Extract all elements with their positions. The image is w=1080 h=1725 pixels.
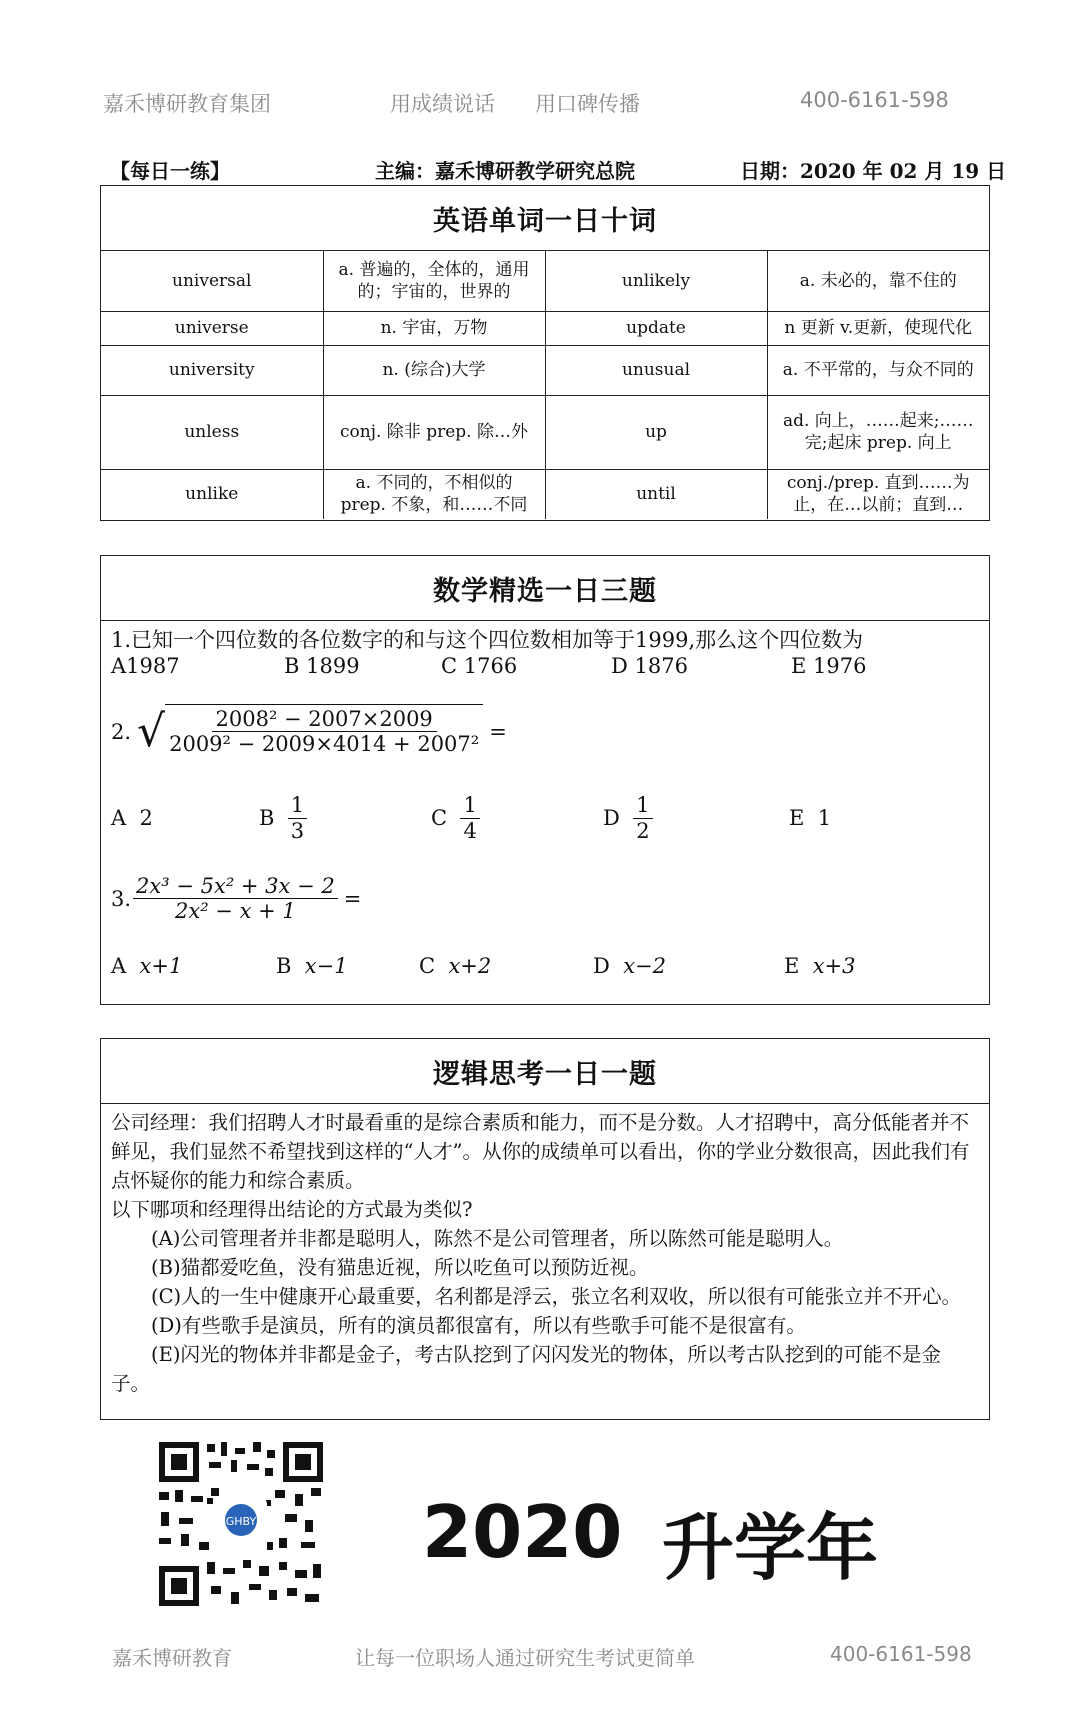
header-phone: 400-6161-598: [800, 88, 949, 112]
math-q2-option-c: [431, 788, 480, 848]
page-footer: [0, 1642, 1080, 1672]
banner-year: 2020: [422, 1490, 623, 1574]
page-header: [0, 88, 1080, 120]
math-q3: [111, 874, 361, 923]
option-letter: B: [259, 806, 275, 830]
math-q1-option: C 1766: [441, 654, 518, 678]
sqrt-icon: √: [137, 706, 166, 757]
vocab-section: [100, 185, 990, 521]
vocab-meaning: n. (综合)大学: [323, 345, 545, 395]
footer-org: 嘉禾博研教育: [112, 1646, 232, 1670]
logic-option: (C)人的一生中健康开心最重要，名利都是浮云，张立名利双收，所以很有可能张立并不开心。: [151, 1285, 962, 1308]
math-q3-option: [276, 954, 348, 978]
math-q3-fraction: [133, 874, 338, 923]
logic-option: (E)闪光的物体并非都是金子，考古队挖到了闪闪发光的物体，所以考古队挖到的可能不是金子。: [111, 1343, 941, 1395]
vocab-meaning: a. 不平常的，与众不同的: [767, 345, 989, 395]
logic-option: (D)有些歌手是演员，所有的演员都很富有，所以有些歌手可能不是很富有。: [151, 1314, 806, 1337]
logic-title: 逻辑思考一日一题: [101, 1039, 989, 1104]
vocab-word: up: [545, 395, 767, 469]
math-q2: [111, 708, 507, 756]
vocab-meaning: conj./prep. 直到……为止，在…以前；直到…: [767, 469, 989, 519]
math-q1-option: A1987: [111, 654, 180, 678]
option-value: 1: [817, 806, 832, 830]
fraction-numerator: 1: [460, 793, 479, 818]
vocab-word: unlike: [101, 469, 323, 519]
info-bar: [100, 155, 1007, 185]
svg-text:GHBY: GHBY: [225, 1515, 257, 1528]
option-letter: E: [784, 954, 800, 978]
math-q2-numerator: 2008² − 2007×2009: [212, 707, 437, 732]
vocab-meaning: a. 未必的，靠不住的: [767, 251, 989, 311]
option-letter: D: [593, 954, 610, 978]
header-slogan-2: 用口碑传播: [535, 92, 640, 116]
vocab-word: universal: [101, 251, 323, 311]
math-q3-option: [419, 954, 491, 978]
option-value: x+3: [812, 954, 856, 978]
math-q3-option: [784, 954, 856, 978]
math-q2-option-a: [111, 788, 153, 848]
math-q1-option: E 1976: [791, 654, 867, 678]
logic-option: (A)公司管理者并非都是聪明人，陈然不是公司管理者，所以陈然可能是聪明人。: [151, 1227, 844, 1250]
fraction-denominator: 3: [290, 818, 305, 843]
vocab-word: unless: [101, 395, 323, 469]
vocab-meaning: ad. 向上，……起来;……完;起床 prep. 向上: [767, 395, 989, 469]
math-q1-text: 1.已知一个四位数的各位数字的和与这个四位数相加等于1999,那么这个四位数为: [111, 628, 864, 652]
math-section: [100, 555, 990, 1005]
option-fraction: [460, 793, 479, 842]
logic-body: [101, 1104, 989, 1404]
fraction-numerator: 1: [633, 793, 652, 818]
logic-stem: 公司经理：我们招聘人才时最看重的是综合素质和能力，而不是分数。人才招聘中，高分低能者并不鲜见，我们显然不希望找到这样的“人才”。从你的成绩单可以看出，你的学业分数很高，因此我们有点怀疑你的能力和综合素质。: [111, 1111, 970, 1192]
math-q2-radicand: [165, 704, 483, 756]
vocab-row: [101, 469, 989, 519]
logic-section: [100, 1038, 990, 1420]
vocab-word: until: [545, 469, 767, 519]
math-q2-equals: =: [489, 720, 507, 744]
vocab-word: university: [101, 345, 323, 395]
vocab-meaning: a. 普遍的，全体的，通用的；宇宙的，世界的: [323, 251, 545, 311]
footer-phone: 400-6161-598: [830, 1642, 972, 1666]
vocab-row: [101, 251, 989, 311]
option-value: x+2: [448, 954, 492, 978]
vocab-meaning: n. 宇宙，万物: [323, 311, 545, 345]
vocab-meaning: n 更新 v.更新，使现代化: [767, 311, 989, 345]
option-value: 2: [139, 806, 153, 830]
math-q2-denominator: 2009² − 2009×4014 + 2007²: [169, 732, 480, 756]
math-title: 数学精选一日三题: [101, 556, 989, 621]
math-q3-equals: =: [343, 886, 362, 911]
logic-question: 以下哪项和经理得出结论的方式最为类似?: [111, 1198, 473, 1221]
option-value: x−1: [304, 954, 348, 978]
vocab-word: update: [545, 311, 767, 345]
option-letter: C: [419, 954, 436, 978]
math-q3-label: 3.: [111, 886, 132, 911]
info-editor: 主编：嘉禾博研教学研究总院: [375, 159, 635, 183]
option-value: x+1: [139, 954, 183, 978]
vocab-row: [101, 311, 989, 345]
vocab-table: [101, 251, 989, 519]
option-value: x−2: [623, 954, 667, 978]
banner-slogan: 升学年: [662, 1506, 879, 1590]
math-q3-denominator: 2x² − x + 1: [175, 899, 296, 924]
info-date: 日期：2020 年 02 月 19 日: [740, 159, 1007, 183]
header-slogan-1: 用成绩说话: [390, 92, 495, 116]
option-fraction: [633, 793, 652, 842]
qr-code: [155, 1438, 327, 1610]
math-q3-option: [593, 954, 666, 978]
math-q1-option: D 1876: [611, 654, 688, 678]
math-q2-option-b: [259, 788, 307, 848]
fraction-denominator: 4: [463, 818, 477, 843]
math-q3-numerator: 2x³ − 5x² + 3x − 2: [133, 874, 338, 899]
fraction-denominator: 2: [636, 818, 650, 843]
vocab-word: unusual: [545, 345, 767, 395]
option-letter: B: [276, 954, 292, 978]
option-fraction: [288, 793, 307, 842]
option-letter: A: [111, 806, 127, 830]
vocab-row: [101, 345, 989, 395]
footer-slogan: 让每一位职场人通过研究生考试更简单: [355, 1646, 695, 1670]
vocab-meaning: a. 不同的，不相似的 prep. 不象，和……不同: [323, 469, 545, 519]
option-letter: E: [789, 806, 805, 830]
math-q2-option-d: [603, 788, 653, 848]
math-q3-option: [111, 954, 182, 978]
vocab-word: unlikely: [545, 251, 767, 311]
math-q2-option-e: [789, 788, 831, 848]
info-tag: 【每日一练】: [110, 159, 230, 183]
fraction-numerator: 1: [288, 793, 307, 818]
vocab-meaning: conj. 除非 prep. 除…外: [323, 395, 545, 469]
option-letter: D: [603, 806, 620, 830]
math-q2-label: 2.: [111, 720, 132, 744]
option-letter: C: [431, 806, 448, 830]
header-org: 嘉禾博研教育集团: [103, 92, 271, 116]
vocab-title: 英语单词一日十词: [101, 186, 989, 251]
math-q1-option: B 1899: [284, 654, 360, 678]
logic-option: (B)猫都爱吃鱼，没有猫患近视，所以吃鱼可以预防近视。: [151, 1256, 649, 1279]
vocab-word: universe: [101, 311, 323, 345]
vocab-row: [101, 395, 989, 469]
option-letter: A: [111, 954, 127, 978]
